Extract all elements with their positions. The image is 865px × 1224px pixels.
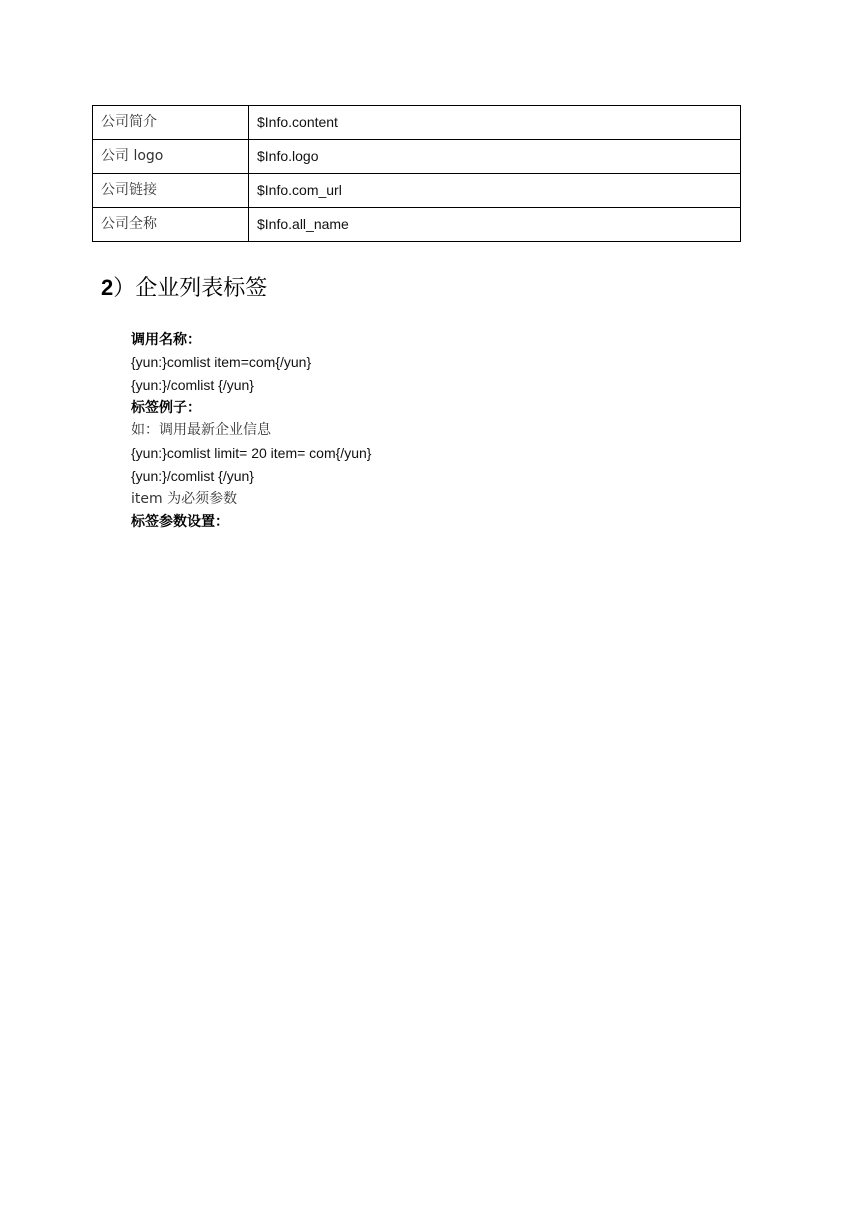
- section-number: 2: [101, 275, 114, 300]
- call-name-label: 调用名称：: [131, 331, 201, 347]
- section-heading: [101, 271, 267, 306]
- field-value: $Info.com_url: [249, 174, 741, 208]
- table-row: [93, 140, 741, 174]
- field-value: $Info.logo: [249, 140, 741, 174]
- field-label: 公司 logo: [93, 140, 249, 174]
- required-param-note: item 为必须参数: [131, 490, 238, 507]
- section-body: [131, 328, 371, 533]
- field-label: 公司全称: [93, 208, 249, 242]
- field-label: 公司链接: [93, 174, 249, 208]
- section-title: ）企业列表标签: [113, 276, 268, 301]
- table-row: [93, 208, 741, 242]
- field-value: $Info.all_name: [249, 208, 741, 242]
- field-label: 公司简介: [93, 106, 249, 140]
- example-label: 标签例子：: [131, 399, 201, 416]
- code-line: {yun:}comlist item=com{/yun}: [131, 353, 312, 370]
- field-value: $Info.content: [249, 106, 741, 140]
- example-description: 如：调用最新企业信息: [131, 422, 271, 439]
- code-line: {yun:}comlist limit= 20 item= com{/yun}: [131, 444, 372, 461]
- code-line: {yun:}/comlist {/yun}: [131, 376, 254, 393]
- table-row: [93, 106, 741, 140]
- info-fields-table: [92, 105, 741, 242]
- code-line: {yun:}/comlist {/yun}: [131, 467, 254, 484]
- table-row: [93, 174, 741, 208]
- param-settings-label: 标签参数设置：: [131, 513, 229, 530]
